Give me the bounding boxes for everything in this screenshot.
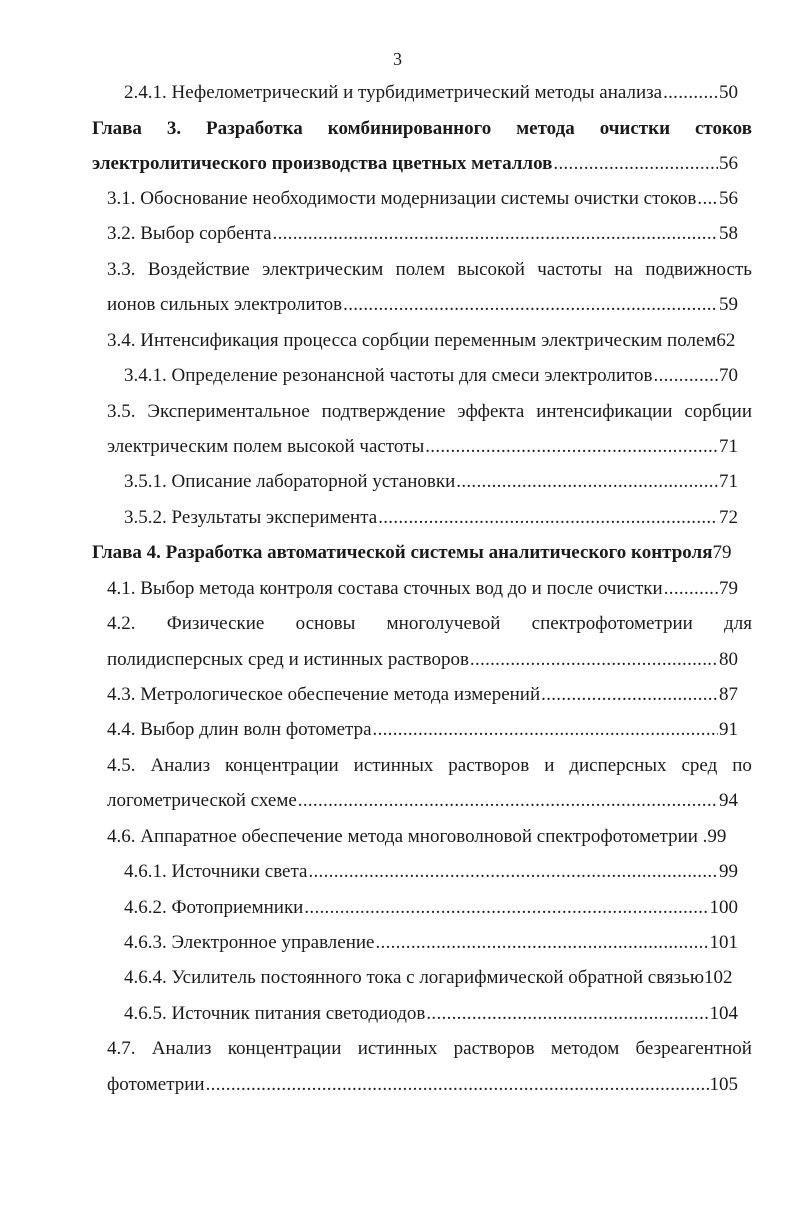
toc-page-number: 79 [719,578,738,599]
toc-entry-3-3-line-2 [0,291,795,319]
toc-word: подвижность [645,259,752,280]
toc-page-number: 104 [709,1003,738,1024]
toc-word: концентрации [225,755,339,776]
toc-word: подтверждение [321,401,446,422]
toc-entry-title: полидисперсных сред и истинных растворов [107,649,469,670]
toc-entry-title: 4.6. Аппаратное обеспечение метода многоволновой спектрофотометрии [107,826,698,847]
toc-word: для [724,613,752,634]
toc-word: комбинированного [327,118,492,139]
toc-word: дисперсных [569,755,667,776]
toc-word: электрическим [262,259,384,280]
toc-entry-4-5-line-2 [0,787,795,815]
toc-word: очистки [599,118,671,139]
toc-word: многолучевой [386,613,501,634]
toc-entry-title: 4.1. Выбор метода контроля состава сточных вод до и после очистки [107,578,663,599]
toc-word: растворов [453,1038,535,1059]
toc-page-number: 94 [719,790,738,811]
toc-entry-4-5-line-1 [0,752,795,780]
toc-entry-3-2 [0,220,795,248]
toc-entry-title: 4.6.4. Усилитель постоянного тока с логарифмической обратной связью [124,967,705,988]
toc-word: 3. [166,118,182,139]
toc-word: спектрофотометрии [531,613,693,634]
toc-page-number: 99 [719,861,738,882]
dot-leader [373,716,718,744]
toc-word: частоты [537,259,603,280]
toc-word: метода [516,118,575,139]
toc-entry-title: 4.6.2. Фотоприемники [124,897,304,918]
toc-page-number: 58 [719,223,738,244]
toc-page-number: 71 [719,471,738,492]
toc-word: высокой [457,259,525,280]
toc-word: на [614,259,633,280]
toc-page-number: 56 [719,153,738,174]
toc-word: концентрации [227,1038,342,1059]
toc-entry-title: 2.4.1. Нефелометрический и турбидиметрический методы анализа [124,82,663,103]
toc-entry-title: 4.6.5. Источник питания светодиодов [124,1003,426,1024]
dot-leader [426,1000,708,1028]
toc-word: безреагентной [635,1038,752,1059]
toc-word: полем [395,259,445,280]
dot-leader [470,646,718,674]
toc-entry-title: логометрической схеме [107,790,297,811]
toc-word: Разработка [206,118,303,139]
dot-leader [343,291,718,319]
toc-entry-3-4 [0,327,795,355]
toc-entry-3-5-line-2 [0,433,795,461]
toc-page-number: 87 [719,684,738,705]
toc-word: Анализ [150,755,211,776]
toc-entry-4-6-5 [0,1000,795,1028]
dot-leader [664,575,718,603]
toc-word: растворов [448,755,530,776]
toc-word: 3.5. [107,401,136,422]
toc-entry-3-1 [0,185,795,213]
toc-entry-3-5-line-1 [0,398,795,426]
toc-entry-title: 3.4. Интенсификация процесса сорбции переменным электрическим полем [107,330,717,351]
dot-leader [663,79,718,107]
toc-word: истинных [353,755,434,776]
toc-word: 4.7. [107,1038,136,1059]
toc-entry-4-4 [0,716,795,744]
dot-leader [375,929,708,957]
toc-word: 3.3. [107,259,136,280]
toc-word: методом [550,1038,620,1059]
toc-entry-4-2-line-2 [0,646,795,674]
toc-chapter-4 [0,539,795,567]
toc-chapter-3-line-1 [0,115,795,143]
dot-leader [541,681,718,709]
toc-entry-title: Глава 4. Разработка автоматической системы аналитического контроля [92,542,713,563]
toc-entry-title: 4.6.1. Источники света [124,861,308,882]
toc-entry-title: 4.6.3. Электронное управление [124,932,375,953]
toc-page-number: 91 [719,719,738,740]
dot-leader [273,220,718,248]
toc-entry-4-6-3 [0,929,795,957]
dot-leader [308,858,718,886]
toc-entry-title: 4.3. Метрологическое обеспечение метода измерений [107,684,541,705]
toc-entry-4-6-1 [0,858,795,886]
toc-word: 4.2. [107,613,136,634]
toc-page-number: 50 [719,82,738,103]
toc-entry-4-3 [0,681,795,709]
toc-word: эффекта [457,401,525,422]
toc-word: Глава [92,118,142,139]
toc-word: сред [681,755,718,776]
toc-page-number: 105 [709,1074,738,1095]
dot-leader [298,787,718,815]
toc-page-number: 71 [719,436,738,457]
toc-entry-title: фотометрии [107,1074,205,1095]
toc-word: стоков [694,118,752,139]
toc-entry-4-6-2 [0,894,795,922]
toc-word: и [544,755,555,776]
toc-entry-title: 3.5.2. Результаты эксперимента [124,507,378,528]
toc-entry-title: 3.5.1. Описание лабораторной установки [124,471,456,492]
toc-entry-4-6-4 [0,964,795,992]
dot-leader [456,468,718,496]
toc-entry-title: 3.1. Обоснование необходимости модернизации системы очистки стоков [107,188,697,209]
toc-entry-4-1 [0,575,795,603]
dot-leader [697,185,718,213]
toc-page-number: 80 [719,649,738,670]
toc-word: сорбции [684,401,752,422]
dot-leader [206,1071,709,1099]
toc-page-number: 62 [716,330,736,351]
toc-page-number: 59 [719,294,738,315]
toc-entry-title: ионов сильных электролитов [107,294,343,315]
toc-word: Физические [166,613,265,634]
toc-page-number: 101 [709,932,738,953]
toc-word: Анализ [151,1038,212,1059]
toc-word: истинных [357,1038,438,1059]
toc-entry-title: 3.4.1. Определение резонансной частоты для смеси электролитов [124,365,653,386]
toc-word: основы [295,613,356,634]
toc-page-number: 72 [719,507,738,528]
toc-chapter-3-line-2 [0,150,795,178]
toc-entry-title: электролитического производства цветных металлов [92,153,553,174]
toc-word: 4.5. [107,755,136,776]
toc-entry-2-4-1 [0,79,795,107]
toc-entry-3-5-1 [0,468,795,496]
page-number: 3 [393,49,402,69]
toc-page-number: 102 [704,967,733,988]
toc-word: Воздействие [147,259,250,280]
toc-entry-title: электрическим полем высокой частоты [107,436,425,457]
toc-page-number: 56 [719,188,738,209]
toc-entry-title: 3.2. Выбор сорбента [107,223,272,244]
toc-page-number: 79 [712,542,732,563]
toc-entry-3-5-2 [0,504,795,532]
toc-word: по [732,755,752,776]
toc-entry-3-3-line-1 [0,256,795,284]
toc-entry-3-4-1 [0,362,795,390]
dot-leader [553,150,718,178]
toc-entry-4-6: 4.6. Аппаратное обеспечение метода многоволновой спектрофотометрии . 99 [0,823,795,851]
toc-word: интенсификации [536,401,673,422]
toc-page-number: 100 [709,897,738,918]
toc-word: Экспериментальное [147,401,310,422]
toc-entry-4-7-line-1 [0,1035,795,1063]
toc-page-number: 70 [719,365,738,386]
dot-leader [654,362,718,390]
toc-entry-title: 4.4. Выбор длин волн фотометра [107,719,372,740]
dot-leader [304,894,708,922]
toc-entry-4-2-line-1 [0,610,795,638]
dot-leader [425,433,718,461]
dot-leader [378,504,718,532]
toc-page-number: 99 [707,826,727,847]
toc-entry-4-7-line-2 [0,1071,795,1099]
